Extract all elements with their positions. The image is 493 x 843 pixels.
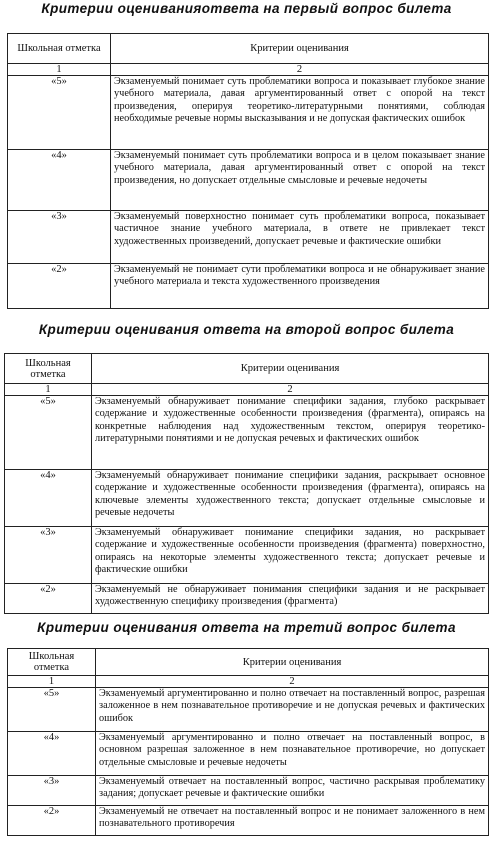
header-grade: Школьная отметка	[8, 34, 111, 64]
column-number: 1	[8, 64, 111, 76]
criteria-cell: Экзаменуемый аргументированно и полно отвечает на поставленный вопрос, разрешая заложенное в нем познавательное противоречие и не допуская речевых и фактических ошибок	[96, 688, 489, 732]
criteria-cell: Экзаменуемый обнаруживает понимание специфики задания, но раскрывает содержание и художественные особенности произведения (фрагмента) поверхностно, опираясь на некоторые элементы художественного текста; допускает речевые и фактические ошибки	[92, 527, 489, 584]
criteria-table-1	[7, 33, 489, 309]
column-number: 1	[5, 384, 92, 396]
grade-cell: «2»	[8, 806, 96, 836]
criteria-cell: Экзаменуемый отвечает на поставленный вопрос, частично раскрывая проблематику задания; допускает речевые и фактические ошибки	[96, 776, 489, 806]
criteria-cell: Экзаменуемый поверхностно понимает суть проблематики вопроса, показывает частичное знание учебного материала, в ответе не привлекает текст художественных произведений, допускает речевые и фактические ошибки	[111, 211, 489, 264]
table-row	[8, 150, 489, 211]
table-row	[8, 76, 489, 150]
criteria-cell: Экзаменуемый понимает суть проблематики вопроса и в целом показывает знание учебного материала, давая аргументированный ответ с опорой на текст произведения, но допускает отдельные смысловые и речевые недочеты	[111, 150, 489, 211]
grade-cell: «4»	[5, 470, 92, 527]
table-row	[5, 527, 489, 584]
criteria-cell: Экзаменуемый не обнаруживает понимания специфики задания и не раскрывает художественную специфику произведения (фрагмента)	[92, 584, 489, 614]
table-row	[5, 584, 489, 614]
grade-cell: «5»	[5, 396, 92, 470]
column-number: 2	[96, 676, 489, 688]
criteria-cell: Экзаменуемый не отвечает на поставленный вопрос и не понимает заложенного в нем познавательного противоречия	[96, 806, 489, 836]
grade-cell: «5»	[8, 688, 96, 732]
grade-cell: «4»	[8, 150, 111, 211]
header-grade: Школьная отметка	[8, 649, 96, 676]
section-1-title: Критерии оцениванияответа на первый вопрос билета	[41, 1, 452, 16]
criteria-cell: Экзаменуемый аргументированно и полно отвечает на поставленный вопрос, в основном разрешая заложенное в нем познавательное противоречие, но допускает отдельные смысловые и речевые недочеты	[96, 732, 489, 776]
header-grade: Школьная отметка	[5, 354, 92, 384]
column-number: 2	[111, 64, 489, 76]
table-row	[8, 776, 489, 806]
criteria-cell: Экзаменуемый не понимает сути проблематики вопроса и не обнаруживает знание учебного материала и текста художественного произведения	[111, 264, 489, 309]
table-row	[5, 470, 489, 527]
grade-cell: «3»	[5, 527, 92, 584]
criteria-cell: Экзаменуемый понимает суть проблематики вопроса и показывает глубокое знание учебного материала, давая аргументированный ответ с опорой на текст произведения, оперируя теоретико-литературными понятиями, соблюдая необходимые речевые нормы высказывания и не допуская фактических ошибок	[111, 76, 489, 150]
grade-cell: «5»	[8, 76, 111, 150]
table-row	[8, 211, 489, 264]
criteria-cell: Экзаменуемый обнаруживает понимание специфики задания, раскрывает основное содержание и художественные особенности произведения (фрагмента), опираясь на ключевые элементы художественного текста; допускает отдельные смысловые и речевые недочеты	[92, 470, 489, 527]
section-3-title: Критерии оценивания ответа на третий вопрос билета	[37, 620, 456, 635]
table-row	[8, 688, 489, 732]
header-criteria: Критерии оценивания	[111, 34, 489, 64]
grade-cell: «3»	[8, 776, 96, 806]
table-row	[8, 264, 489, 309]
column-number: 1	[8, 676, 96, 688]
criteria-table-3	[7, 648, 489, 836]
section-2-title: Критерии оценивания ответа на второй вопрос билета	[38, 322, 455, 337]
grade-cell: «3»	[8, 211, 111, 264]
grade-cell: «2»	[8, 264, 111, 309]
table-row	[8, 732, 489, 776]
header-criteria: Критерии оценивания	[96, 649, 489, 676]
grade-cell: «4»	[8, 732, 96, 776]
column-number: 2	[92, 384, 489, 396]
table-row	[8, 806, 489, 836]
criteria-table-2	[4, 353, 489, 614]
table-row	[5, 396, 489, 470]
criteria-cell: Экзаменуемый обнаруживает понимание специфики задания, глубоко раскрывает содержание и художественные особенности произведения (фрагмента), опираясь на конкретные наблюдения над художественным текстом, оперируя теоретико-литературными понятиями и не допуская речевых и фактических ошибок	[92, 396, 489, 470]
grade-cell: «2»	[5, 584, 92, 614]
header-criteria: Критерии оценивания	[92, 354, 489, 384]
